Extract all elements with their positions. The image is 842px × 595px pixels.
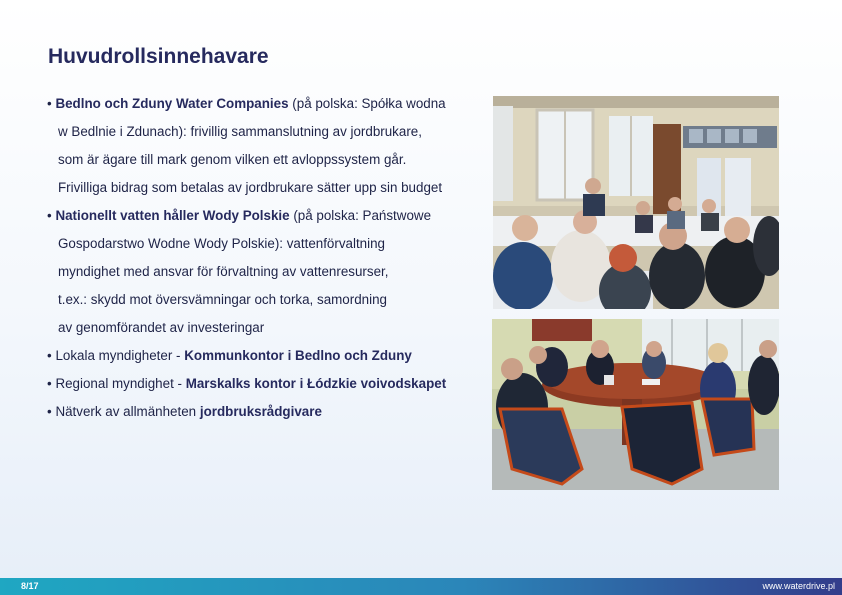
bullet-item-regional-authority xyxy=(47,370,477,398)
bullet-text: t.ex.: skydd mot översvämningar och torka, samordning xyxy=(58,292,387,307)
meeting-photo-1 xyxy=(493,96,779,309)
bullet-text: Frivilliga bidrag som betalas av jordbrukare sätter upp sin budget xyxy=(58,180,443,195)
page-number: 8/17 xyxy=(21,581,39,591)
bullet-strong: Nationellt vatten håller Wody Polskie xyxy=(55,208,290,223)
bullet-strong: Bedlno och Zduny Water Companies xyxy=(55,96,289,111)
bullet-text: Gospodarstwo Wodne Wody Polskie): vattenförvaltning xyxy=(58,236,385,251)
bullet-item-advisors xyxy=(47,398,477,426)
bullet-text: myndighet med ansvar för förvaltning av vattenresurser, xyxy=(58,264,389,279)
bullet-text: w Bedlnie i Zdunach): frivillig sammanslutning av jordbrukare, xyxy=(58,124,422,139)
bullet-text: som är ägare till mark genom vilken ett avloppssystem går. xyxy=(58,152,407,167)
bullet-item-water-companies xyxy=(47,90,477,202)
bullet-text: Lokala myndigheter - xyxy=(55,348,185,363)
bullet-text: Regional myndighet - xyxy=(55,376,186,391)
bullet-strong: jordbruksrådgivare xyxy=(199,404,322,419)
bullet-marker: • xyxy=(47,348,52,363)
footer-bar xyxy=(0,578,842,595)
bullet-strong: Kommunkontor i Bedlno och Zduny xyxy=(184,348,412,363)
slide-title: Huvudrollsinnehavare xyxy=(48,45,269,68)
bullet-text: av genomförandet av investeringar xyxy=(58,320,265,335)
bullet-text: (på polska: Spółka wodna xyxy=(288,96,446,111)
bullet-list xyxy=(47,90,477,426)
bullet-marker: • xyxy=(47,96,52,111)
bullet-item-wody-polskie xyxy=(47,202,477,342)
bullet-marker: • xyxy=(47,404,52,419)
bullet-item-local-authorities xyxy=(47,342,477,370)
website-link[interactable]: www.waterdrive.pl xyxy=(762,581,835,591)
meeting-photo-2 xyxy=(492,319,779,490)
bullet-text: (på polska: Państwowe xyxy=(289,208,432,223)
bullet-strong: Marskalks kontor i Łódzkie voivodskapet xyxy=(185,376,447,391)
bullet-marker: • xyxy=(47,208,52,223)
bullet-text: Nätverk av allmänheten xyxy=(55,404,200,419)
bullet-marker: • xyxy=(47,376,52,391)
